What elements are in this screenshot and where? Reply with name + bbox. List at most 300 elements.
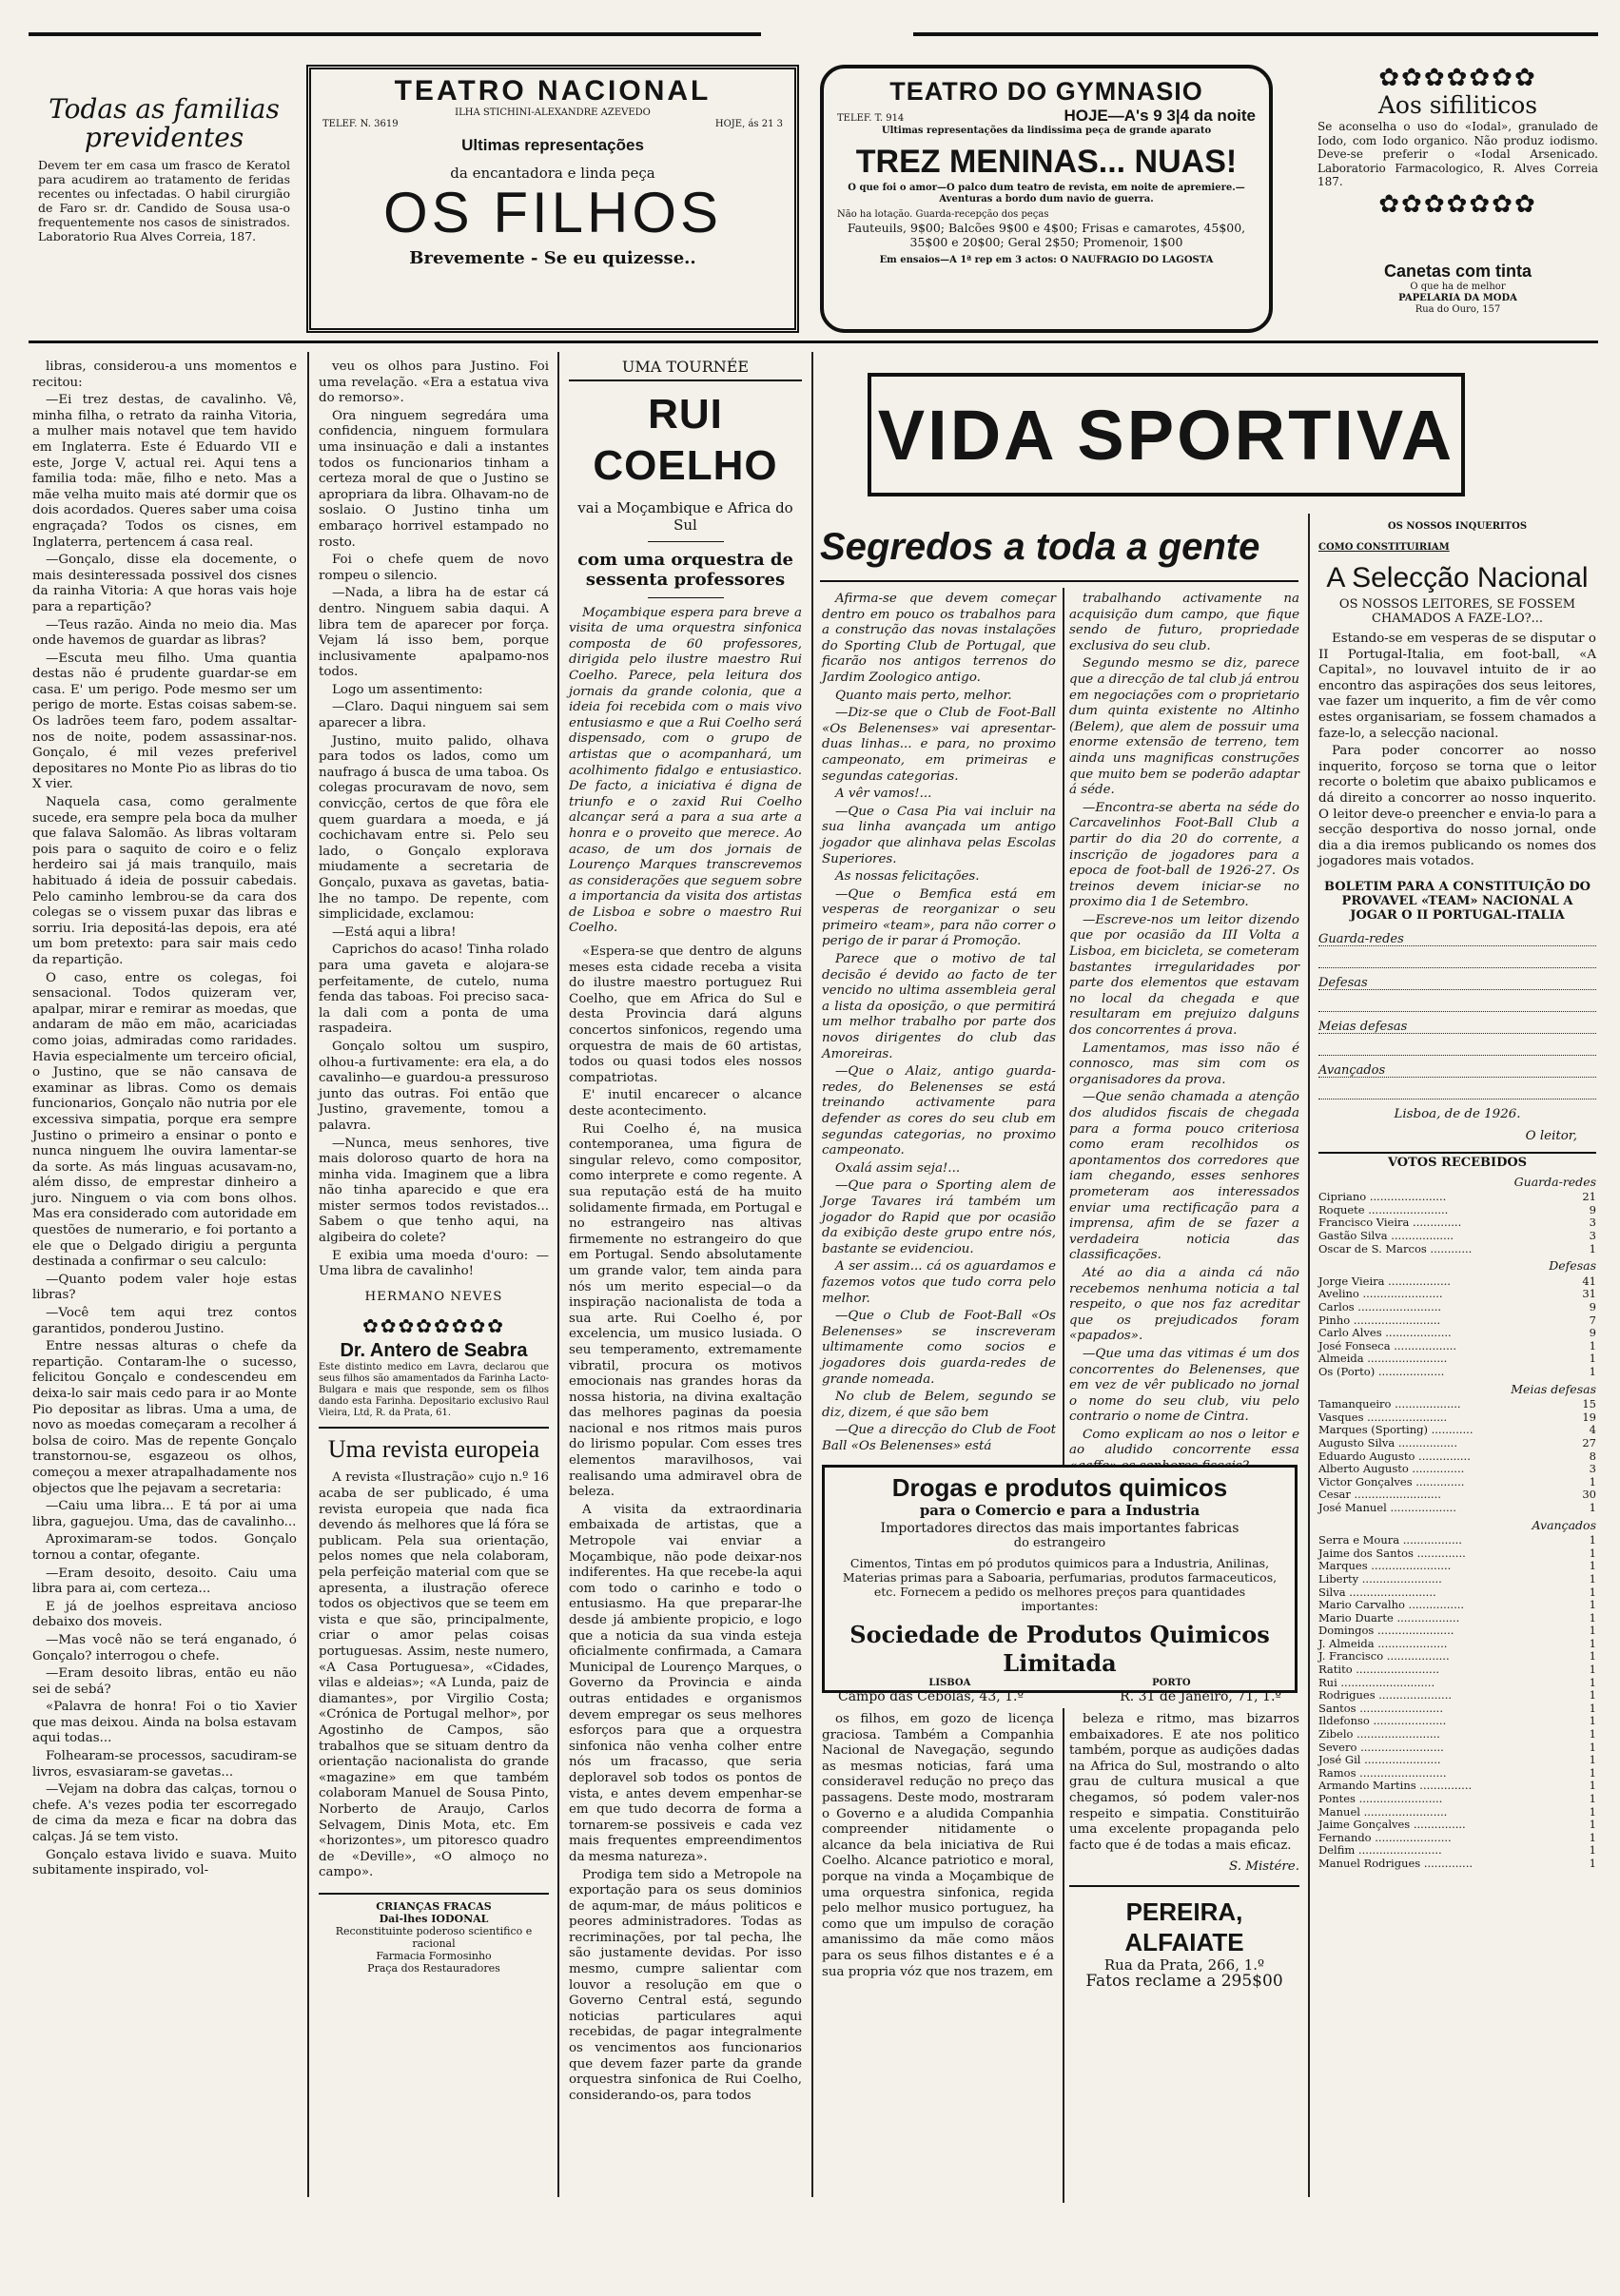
vote-count: 1 — [1589, 1546, 1596, 1560]
alfaiate-title: PEREIRA, ALFAIATE — [1124, 1897, 1244, 1956]
player-name: Mario Carvalho ................ — [1318, 1598, 1465, 1612]
column-3-text — [569, 944, 802, 2104]
bottom-column-a-text: os filhos, em gozo de licença graciosa. Também a Companhia Nacional de Navegação, segundo as mesmas noticias, fará uma consideravel redução no preço das passagens. Deste modo, mostraram o Governo e a aludida Companhia compreender nitidamente o alcance da bela iniciativa de Rui Coelho. Alcance patriotico e moral, porque na vinda a Moçambique de uma orquestra sinfonica, regida pelo melhor musico portuguez, ha como que um impulso de coração amanissimo da mãe como mãos para os seus filhos distantes e é a sua propria vóz que nos trazem, em — [822, 1712, 1054, 1979]
vida-b-paragraph: Até ao dia a ainda cá não recebemos nenhuma noticia a tal respeito, o que nos faz acreditar que os prejudicados foram «papados». — [1069, 1265, 1299, 1344]
vote-count: 3 — [1589, 1462, 1596, 1476]
inquerito-kicker: OS NOSSOS INQUERITOS — [1387, 521, 1528, 532]
bottom-column-b-text: beleza e ritmo, mas bizarros embaixadores. E ate nos politico também, porque as audições dadas na Africa do Sul, mostrando o alto grau de cultura musical a que chegamos, só podem valer-nos respeito e simpatia. Constituirão uma excelente propaganda pelo facto que é de todas a mais eficaz. — [1069, 1712, 1299, 1853]
player-name: Avelino ....................... — [1318, 1287, 1443, 1301]
top-rule-left — [29, 32, 761, 36]
col-rule-5 — [1308, 514, 1310, 2197]
column-1-paragraph: —Gonçalo, disse ela docemente, o mais desinteressada possivel dos cisnes da rainha Vitoria: A que horas vais hoje para a repartição? — [32, 553, 297, 614]
drogas-addresses — [838, 1689, 1281, 1704]
player-name: Gastão Silva .................. — [1318, 1229, 1454, 1243]
vote-count: 27 — [1582, 1435, 1596, 1450]
vote-count: 1 — [1589, 1241, 1596, 1255]
player-name: Almeida ....................... — [1318, 1352, 1448, 1366]
boletim-field[interactable]: Defesas — [1318, 976, 1596, 990]
vida-a-paragraph: —Que para o Sporting alem de Jorge Tavares irá também um jogador do Rapid que por ocasião da exibição deste grupo entre nós, bastante se evidenciou. — [822, 1178, 1056, 1256]
drogas-title: Drogas e produtos quimicos — [891, 1473, 1228, 1502]
column-1-paragraph: —Caiu uma libra... E tá por ai uma libra, gaguejou. Uma, das de cavalinho... — [32, 1499, 297, 1529]
vote-count: 3 — [1589, 1216, 1596, 1230]
gymnasio-time: HOJE—A's 9 3|4 da noite — [1064, 107, 1256, 125]
header-bottom-rule — [29, 341, 1598, 343]
vote-count: 30 — [1582, 1488, 1596, 1502]
player-name: Victor Gonçalves .............. — [1318, 1474, 1465, 1489]
vote-count: 1 — [1589, 1352, 1596, 1366]
votos-title: VOTOS RECEBIDOS — [1387, 1156, 1528, 1171]
vida-a-paragraph: —Que o Club de Foot-Ball «Os Belenenses» se inscreveram ultimamente como socios e jogadores dois guarda-redes de grande nomeada. — [822, 1309, 1056, 1387]
column-2-paragraph: Foi o chefe quem de novo rompeu o silencio. — [319, 553, 549, 583]
column-3-paragraph: «Espera-se que dentro de alguns meses esta cidade receba a visita do ilustre maestro portuguez Rui Coelho, que em Africa do Sul e desta Provincia dará alguns concertos sinfonicos, regendo uma orquestra de mais de 60 artistas, todos ou quasi todos eles nossos compatriotas. — [569, 944, 802, 1085]
bottom-column-b — [1069, 1712, 1299, 2207]
segredos-headline — [820, 521, 1296, 578]
votes-row — [1318, 1703, 1596, 1716]
votes-row — [1318, 1314, 1596, 1328]
drogas-line2: do estrangeiro — [1013, 1536, 1106, 1550]
votes-row — [1318, 1638, 1596, 1651]
vote-count: 1 — [1589, 1649, 1596, 1664]
column-1-paragraph: —Eram desoito, desoito. Caiu uma libra para ai, com certeza... — [32, 1566, 297, 1597]
vote-count: 1 — [1589, 1753, 1596, 1767]
column-1-text — [32, 360, 297, 1879]
tournee-sub-divider — [648, 541, 724, 542]
player-name: Mario Duarte .................. — [1318, 1610, 1460, 1625]
seabra-title: Dr. Antero de Seabra — [340, 1340, 528, 1362]
column-1-paragraph: —Teus razão. Ainda no meio dia. Mas onde havemos de guardar as libras? — [32, 617, 297, 649]
votes-row — [1318, 1534, 1596, 1547]
vote-count: 1 — [1589, 1818, 1596, 1832]
votes-list — [1318, 1175, 1596, 1871]
votes-row — [1318, 1301, 1596, 1314]
gymnasio-note: Ultimas representações da lindissima peça de grande aparato — [881, 126, 1212, 136]
vote-count: 1 — [1589, 1663, 1596, 1677]
nacional-name: TEATRO NACIONAL — [394, 75, 712, 107]
player-name: Alberto Augusto ............... — [1318, 1462, 1465, 1476]
boletim-field-line[interactable] — [1318, 954, 1596, 968]
boletim-field-line[interactable] — [1318, 998, 1596, 1012]
criancas-line: Praça dos Restauradores — [367, 1961, 500, 1975]
vote-count: 3 — [1589, 1229, 1596, 1243]
gymnasio-coming: Em ensaios—A 1ª rep em 3 actos: O NAUFRAGIO DO LAGOSTA — [879, 255, 1214, 265]
nacional-soon: Brevemente - Se eu quizesse.. — [409, 248, 696, 268]
player-name: Eduardo Augusto ............... — [1318, 1449, 1471, 1463]
column-2-paragraph: Justino, muito palido, olhava para todos os lados, como um naufrago á busca de uma taboa. Os colegas procuravam de novo, sem convicção, certos de que fôra ele quem guardara a moeda, e já cochichavam entre si. Pelo seu lado, o Gonçalo explorava miudamente a secretaria de Gonçalo, puxava as gavetas, batia-lhe no tampo. De repente, com simplicidade, exclamou: — [319, 733, 549, 923]
vote-count: 1 — [1589, 1571, 1596, 1586]
column-1-paragraph: O caso, entre os colegas, foi sensacional. Todos quizeram ver, apalpar, mirar e remirar as moedas, que andaram de mão em mão, acariciadas como joias, admiradas como raridades. Havia especialmente um terceiro oficial, o Justino, que se não cansava de examinar as libras. Como os demais funcionarios, Gonçalo não nutria por ele excessiva simpatia, porque era sempre Justino o primeiro a ensinar o ponto e nunca ninguem lhe ouvira lamentar-se da sorte. As más linguas acusavam-no, além disso, de emprestar dinheiro a juro. Ninguem o via com bons olhos. Mas era considerado com autoridade em questões de numerario, e foi portanto a ele que o Delgado dirigiu a pergunta destinada a confirmar o seu calculo: — [32, 970, 297, 1270]
ad-familias — [38, 95, 290, 333]
player-name: José Fonseca .................. — [1318, 1338, 1457, 1352]
gymnasio-name: TEATRO DO GYMNASIO — [889, 77, 1203, 106]
player-name: Manuel Rodrigues .............. — [1318, 1856, 1474, 1870]
gymnasio-tickets: Não ha lotação. Guarda-recepção dos peças — [837, 209, 1049, 220]
vote-count: 15 — [1582, 1397, 1596, 1411]
column-1-paragraph: —Você tem aqui trez contos garantidos, ponderou Justino. — [32, 1306, 297, 1336]
vida-b-paragraph: Como explicam ao nos o leitor e ao aludido concorrente essa — [1069, 1427, 1299, 1458]
votes-row — [1318, 1463, 1596, 1476]
col-rule-2 — [557, 352, 559, 2197]
tournee-intro: Moçambique espera para breve a visita de uma orquestra sinfonica composta de 60 professores, dirigida pelo ilustre maestro Rui Coelho. Parece, pela leitura dos jornais da grande colonia, que a ideia foi recebida com o mais vivo entusiasmo e que a Rui Coelho será dispensado, com o grupo de artistas que o acompanhará, um acolhimento fidalgo e entusiastico. De facto, a iniciativa é digna de triunfo e o zaxid Rui Coelho alcançar será a para a sua arte a honra e o proveito que merece. Ao acaso, de um dos jornais de Lourenço Marques transcrevemos as considerações que seguem sobre a importancia da visita dos artistas de Lisboa e sobre o maestro Rui Coelho. — [569, 605, 802, 936]
vida-b-paragraph: —Que senão chamada a atenção dos aludidos fiscais de chegada para a forma pouco criteriosa como eram recolhidos os apontamentos dos corredores que iam chegando, esses senhores prometeram aos interessados enviar uma rectificação para a imprensa, afim de se fazer a verdadeira noticia das classificações. — [1069, 1090, 1299, 1263]
vida-a-paragraph: A ser assim... cá os aguardamos e fazemos votos que tudo corra pelo melhor. — [822, 1259, 1056, 1306]
vida-b-paragraph: trabalhando activamente na acquisição dum campo, que fique sendo de futuro, propriedade exclusiva do seu club. — [1069, 592, 1299, 653]
votes-row — [1318, 1728, 1596, 1741]
player-name: Jaime dos Santos .............. — [1318, 1546, 1466, 1560]
votes-row — [1318, 1664, 1596, 1677]
column-1-paragraph: —Quanto podem valer hoje estas libras? — [32, 1272, 297, 1303]
gymnasio-desc: O que foi o amor—O palco dum teatro de revista, em noite de apremiere.—Aventuras a bordo dum navio de guerra. — [848, 183, 1245, 204]
column-2-paragraph: E exibia uma moeda d'ouro: —Uma libra de cavalinho! — [319, 1248, 549, 1279]
player-name: Delfim ........................ — [1318, 1843, 1442, 1858]
ad-drogas — [822, 1465, 1298, 1704]
vote-count: 1 — [1589, 1714, 1596, 1728]
nacional-note: Ultimas representações — [461, 136, 644, 154]
player-name: Manuel ........................ — [1318, 1804, 1448, 1819]
player-name: Santos ........................ — [1318, 1701, 1443, 1715]
votes-row — [1318, 1502, 1596, 1515]
vote-count: 9 — [1589, 1202, 1596, 1216]
votes-row — [1318, 1858, 1596, 1871]
column-2-paragraph: —Nada, a libra ha de estar cá dentro. Ninguem sabia daqui. A libra tem de aparecer por força. Vejam lá isso bem, porque inclusivamente apalpamo-nos todos. — [319, 586, 549, 680]
vote-count: 8 — [1589, 1449, 1596, 1463]
player-name: Ratito ........................ — [1318, 1663, 1440, 1677]
column-1-paragraph: Folhearam-se processos, sacudiram-se livros, esvasiaram-se gavetas... — [32, 1749, 297, 1780]
column-1-paragraph: Naquela casa, como geralmente sucede, era sempre pela boca da mulher que falava Salomão. As libras voltaram pois para o saquito de coiro e o feliz herdeiro sai já mais tranquilo, mais habituado á ideia de possuir cabedais. Pelo caminho lembrou-se da cara dos colegas se o vissem puxar das libras e sorriu. Iria depositá-las depois, era até um bom pretexto: para sair mais cedo da repartição. — [32, 795, 297, 967]
signature-mistere: S. Mistére. — [1229, 1859, 1299, 1875]
author-hermano-neves: HERMANO NEVES — [364, 1289, 503, 1304]
player-name: Pinho ......................... — [1318, 1313, 1441, 1327]
votes-row — [1318, 1832, 1596, 1845]
sifiliticos-title: Aos sifiliticos — [1377, 91, 1538, 119]
bottom-column-a — [822, 1712, 1054, 2207]
drogas-sub: para o Comercio e para a Industria — [919, 1502, 1200, 1519]
player-name: Zibelo ........................ — [1318, 1727, 1440, 1741]
top-rule-right — [913, 32, 1598, 36]
drogas-body: Cimentos, Tintas em pó produtos quimicos para a Industria, Anilinas, Materias primas para a Saboaria, perfumarias, produtos farmaceuticos, etc. Fornecem a pedido os melhores preços para quantidades importantes: — [842, 1556, 1278, 1613]
votes-row — [1318, 1476, 1596, 1489]
canetas-addr: Rua do Ouro, 157 — [1415, 304, 1501, 315]
vida-a-paragraph: As nossas felicitações. — [835, 869, 980, 885]
boletim-date: Lisboa, de de 1926. — [1394, 1106, 1521, 1121]
vote-count: 1 — [1589, 1843, 1596, 1858]
vote-count: 1 — [1589, 1365, 1596, 1378]
vote-count: 1 — [1589, 1610, 1596, 1625]
bottom-col-rule — [1063, 1708, 1064, 2203]
nacional-sub: da encantadora e linda peça — [450, 165, 655, 182]
vote-count: 1 — [1589, 1500, 1596, 1514]
column-2-paragraph: Logo um assentimento: — [332, 682, 483, 697]
tournee-title: RUI COELHO — [593, 390, 778, 489]
ad-teatro-gymnasio — [820, 65, 1273, 333]
player-name: Augusto Silva ................. — [1318, 1435, 1457, 1450]
drogas-cities — [838, 1678, 1281, 1689]
column-1-paragraph: libras, considerou-a uns momentos e recitou: — [32, 360, 297, 390]
column-2-paragraph: —Claro. Daqui ninguem sai sem aparecer a libra. — [319, 700, 549, 731]
votes-row — [1318, 1844, 1596, 1858]
canetas-title: Canetas com tinta — [1383, 262, 1532, 281]
canetas-sub: O que ha de melhor — [1410, 282, 1506, 292]
column-2-paragraph: —Está aqui a libra! — [332, 924, 457, 940]
votes-row — [1318, 1352, 1596, 1366]
votes-row — [1318, 1398, 1596, 1411]
vote-count: 1 — [1589, 1779, 1596, 1793]
votes-row — [1318, 1547, 1596, 1561]
criancas-line: Dai-lhes IODONAL — [379, 1912, 489, 1925]
vida-b-paragraph: Segundo mesmo se diz, parece que a direcção de tal club já entrou em negociações com o proprietario dum quinta existente no Altinho (Belem), que alem de possuir uma enorme extensão de terreno, tem ainda uns magnificas construções que muito bem se poderão adaptar á séde. — [1069, 656, 1299, 798]
player-name: Pontes ........................ — [1318, 1792, 1443, 1805]
boletim-fields — [1318, 932, 1596, 1099]
revista-body: A revista «Ilustração» cujo n.º 16 acaba de ser publicado, é uma revista europeia que nada fica devendo ás melhores que lá fóra se publicam. Pela sua orientação, pelos nomes que nela colaboram, pela perfeição material com que se apresenta, a ilustração oferece todos os objectivos que se teem em vista e que são, principalmente, criar o amor pelas coisas portuguesas. Assim, neste numero, «A Casa Portuguesa», «Cidades, vilas e aldeias»; «A Lunda, paiz de diamantes», por Virgilio Costa; «Crónica de Portugal melhor», por Agostinho de Campos, são trabalhos que se situam dentro da orientação nacionalista do grande «magazine» em que também colaboram Manuel de Sousa Pinto, Norberto de Araujo, Carlos Selvagem, Dinis Mota, etc. Em «horizontes», um pitoresco quadro de «Deville», «O almoço no campo». — [319, 1470, 549, 1880]
votes-row — [1318, 1806, 1596, 1819]
column-3-paragraph: Rui Coelho é, na musica contemporanea, uma figura de singular relevo, como compositor, como interprete e como regente. A sua reputação está de ha muito solidamente firmada, em Portugal e no estrangeiro nas altivas firmemente no estrangeiro do que em Portugal. Sendo absolutamente um grande valor, tem ainda para nós um merito especial—o da inspiração nacionalista de toda a sua arte. Rui Coelho é, por excelencia, um musico lusiada. O seu temperamento, extremamente vibratil, procura os motivos emocionais nas grandes horas da nossa historia, na divina exaltação das melhores paginas da poesia nacional e nos ritmos mais puros do lirismo popular. Com esses tres elementos maravilhosos, vai realisando uma admiravel obra de beleza. — [569, 1121, 802, 1500]
vida-a-paragraph: —Diz-se que o Club de Foot-Ball «Os Belenenses» vai apresentar-duas linhas... e para, no proximo campeonato, em primeiras e segundas categorias. — [822, 706, 1056, 784]
segredos-rule — [820, 580, 1298, 582]
inquerito-p1: Estando-se em vesperas de se disputar o II Portugal-Italia, em foot-ball, «A Capital», no louvavel intuito de ir ao encontro das aspirações dos seus leitores, vae fazer um inquerito, a fim de vêr como estes organisariam, se fossem chamados a faze-lo, a selecção nacional. — [1318, 632, 1596, 741]
column-2-text — [319, 360, 549, 1280]
vida-sportiva-title: VIDA SPORTIVA — [877, 395, 1455, 475]
player-name: Oscar de S. Marcos ............ — [1318, 1241, 1473, 1255]
votes-row — [1318, 1411, 1596, 1425]
vote-count: 21 — [1582, 1190, 1596, 1204]
vida-sportiva-banner — [868, 373, 1465, 496]
player-name: Ildefonso ..................... — [1318, 1714, 1447, 1728]
player-name: Roquete ....................... — [1318, 1202, 1449, 1216]
boletim-field-line[interactable] — [1318, 1085, 1596, 1099]
vida-a-paragraph: Parece que o motivo de tal decisão é devido ao facto de ter vencido no ultima assembleia geral a lista da oposição, o que permitirá um melhor trabalho por parte dos novos dirigentes do club das Amoreiras. — [822, 952, 1056, 1061]
ad-familias-title: Todas as familias previdentes — [49, 93, 280, 153]
vote-count: 1 — [1589, 1765, 1596, 1780]
player-name: José Gil ...................... — [1318, 1753, 1441, 1767]
votes-row — [1318, 1677, 1596, 1690]
vida-col-rule — [1063, 588, 1064, 1615]
vote-count: 1 — [1589, 1533, 1596, 1547]
votes-table — [1318, 1534, 1596, 1870]
votes-row — [1318, 1689, 1596, 1703]
nacional-time: HOJE, ás 21 3 — [714, 119, 783, 129]
criancas-line: Reconstituinte poderoso scientifico e racional — [335, 1924, 533, 1950]
boletim-reader: O leitor, — [1525, 1128, 1577, 1143]
vote-count: 1 — [1589, 1559, 1596, 1573]
vote-count: 1 — [1589, 1804, 1596, 1819]
column-2-paragraph: Ora ninguem segredára uma confidencia, ninguem formulara uma insinuação e dali a instantes todos os funcionarios tinham a certeza moral de que o Justino se apropriara da libra. Olhavam-no de soslaio. O Justino tinha um embaraço horrivel estampado no rosto. — [319, 408, 549, 550]
votes-row — [1318, 1586, 1596, 1600]
sifiliticos-body: Se aconselha o uso do «Iodal», granulado de Iodo, com Iodo organico. Não produz iodismo. Deve-se preferir o «Iodal Arsenicado. Laboratorio Farmacologico, R. Alves Correia 187. — [1317, 120, 1598, 188]
ornament-row-top: ✿✿✿✿✿✿✿ — [1378, 64, 1537, 92]
boletim-title: BOLETIM PARA A CONSTITUIÇÃO DO PROVAVEL «TEAM» NACIONAL A JOGAR O II PORTUGAL-ITALIA — [1324, 879, 1591, 923]
vote-count: 1 — [1589, 1856, 1596, 1870]
seabra-body: Este distinto medico em Lavra, declarou que seus filhos são amamentados da Farinha Lacto-Bulgara e mais que responde, sem os filhos dando esta Farinha. Depositario exclusivo Raul Vieira, Ltd, R. da Prata, 61. — [319, 1362, 549, 1419]
column-1-paragraph: —Mas você não se terá enganado, ó Gonçalo? interrogou o chefe. — [32, 1632, 297, 1664]
column-3 — [569, 360, 802, 2205]
inquerito-sub: OS NOSSOS LEITORES, SE FOSSEM CHAMADOS A FAZE-LO?... — [1338, 597, 1576, 626]
player-name: Silva ......................... — [1318, 1585, 1436, 1599]
votes-row — [1318, 1715, 1596, 1728]
votes-row — [1318, 1204, 1596, 1217]
votes-row — [1318, 1366, 1596, 1379]
ad-criancas — [319, 1893, 549, 1975]
column-1-paragraph: E já de joelhos espreitava ancioso debaixo dos moveis. — [32, 1599, 297, 1630]
nacional-play: OS FILHOS — [382, 181, 723, 244]
boletim-field[interactable]: Guarda-redes — [1318, 932, 1596, 946]
player-name: Cipriano ...................... — [1318, 1190, 1447, 1204]
votes-row — [1318, 1625, 1596, 1638]
player-name: Ramos ......................... — [1318, 1765, 1447, 1780]
player-name: J. Francisco .................. — [1318, 1649, 1450, 1664]
ad-teatro-nacional — [306, 65, 799, 333]
vote-count: 1 — [1589, 1830, 1596, 1844]
vote-count: 1 — [1589, 1688, 1596, 1703]
player-name: Fernando ...................... — [1318, 1830, 1452, 1844]
column-2-paragraph: Caprichos do acaso! Tinha rolado para uma gaveta e alojara-se perfeitamente, de cutelo, numa fenda das taboas. Foi preciso saca-la dali com a ponta de uma raspadeira. — [319, 943, 549, 1037]
ad-sifiliticos — [1317, 65, 1598, 255]
inquerito-title: A Selecção Nacional — [1326, 562, 1589, 593]
boletim-field-line[interactable] — [1318, 1041, 1596, 1056]
inquerito-section: COMO CONSTITUIRIAM — [1318, 542, 1450, 553]
column-6 — [1318, 521, 1596, 2205]
vida-column-a — [822, 592, 1056, 1609]
votes-row — [1318, 1560, 1596, 1573]
segredos-title: Segredos a toda a gente — [820, 526, 1260, 568]
votes-table — [1318, 1398, 1596, 1514]
column-1-paragraph: «Palavra de honra! Foi o tio Xavier que mas deixou. Ainda na bolsa estavam aqui todas... — [32, 1700, 297, 1746]
player-name: Rui ........................... — [1318, 1675, 1435, 1689]
drogas-company: Sociedade de Produtos Quimicos Limitada — [849, 1621, 1270, 1677]
votes-row — [1318, 1819, 1596, 1832]
drogas-line: Importadores directos das mais importantes fabricas — [880, 1521, 1239, 1536]
votes-row — [1318, 1780, 1596, 1793]
vida-b-paragraph: Lamentamos, mas isso não é connosco, mas sim com os organisadores da prova. — [1069, 1041, 1299, 1087]
vida-a-paragraph: —Que a direcção do Club de Foot Ball «Os Belenenses» está — [822, 1423, 1056, 1453]
vote-count: 9 — [1589, 1300, 1596, 1314]
votes-row — [1318, 1612, 1596, 1625]
canetas-shop: PAPELARIA DA MODA — [1398, 293, 1517, 303]
vote-count: 31 — [1582, 1287, 1596, 1301]
ornament-row-bottom: ✿✿✿✿✿✿✿ — [1378, 189, 1537, 219]
column-3-paragraph: E' inutil encarecer o alcance deste acontecimento. — [569, 1088, 802, 1119]
vida-column-a-text — [822, 592, 1056, 1454]
votes-row — [1318, 1437, 1596, 1450]
drogas-porto: PORTO — [1152, 1678, 1191, 1688]
vida-b-paragraph: —Que uma das vitimas é um dos concorrentes do Belenenses, que em vez de vêr publicado no jornal o nome do seu club, viu pelo contrario o nome de Cintra. — [1069, 1346, 1299, 1425]
vida-a-paragraph: —Que o Bemfica está em vesperas de reorganizar o seu primeiro «team», para não correr o perigo de ir parar á Promoção. — [822, 886, 1056, 949]
ad-canetas — [1317, 262, 1598, 338]
vida-a-paragraph: Oxalá assim seja!... — [835, 1160, 961, 1176]
divider-revista — [319, 1427, 549, 1429]
nacional-company: ILHA STICHINI-ALEXANDRE AZEVEDO — [455, 107, 651, 118]
player-name: Marques ....................... — [1318, 1559, 1452, 1573]
player-name: Liberty ....................... — [1318, 1571, 1442, 1586]
votes-row — [1318, 1230, 1596, 1243]
vote-count: 19 — [1582, 1410, 1596, 1424]
player-name: Carlo Alves ................... — [1318, 1326, 1452, 1340]
drogas-addr1: Campo das Cebolas, 43, 1.º — [838, 1689, 1025, 1704]
boletim-field[interactable]: Meias defesas — [1318, 1020, 1596, 1034]
player-name: Serra e Moura ................. — [1318, 1533, 1462, 1547]
votes-row — [1318, 1340, 1596, 1353]
vote-count: 1 — [1589, 1636, 1596, 1650]
column-2-paragraph: veu os olhos para Justino. Foi uma revelação. «Era a estatua viva do remorso». — [319, 360, 549, 406]
player-name: Marques (Sporting) ............ — [1318, 1423, 1474, 1437]
alfaiate-price: Fatos reclame a 295$00 — [1085, 1971, 1283, 1991]
votes-row — [1318, 1489, 1596, 1502]
vote-count: 1 — [1589, 1740, 1596, 1754]
player-name: Tamanqueiro ................... — [1318, 1397, 1461, 1411]
col-rule-3 — [811, 352, 813, 2197]
player-name: José Manuel ................... — [1318, 1500, 1456, 1514]
votes-row — [1318, 1191, 1596, 1204]
votes-row — [1318, 1767, 1596, 1780]
nacional-meta — [322, 119, 783, 130]
vote-count: 1 — [1589, 1474, 1596, 1489]
vida-a-paragraph: Afirma-se que devem começar dentro em pouco os trabalhos para a construção das novas instalações do Sporting Club de Portugal, que ficarão nos antigos terrenos do Jardim Zoologico antigo. — [822, 592, 1056, 685]
column-3-paragraph: Prodiga tem sido a Metropole na exportação para os seus dominios de aqum-mar, de máus politicos e peores administradores. Todas as recriminações, por tal pecha, lhe são justamente devidas. Por isso mesmo, cumpre salientar com louvor a resolução em que o Governo Central está, segundo noticias particulares aqui recebidas, de pagar integralmente os vencimentos aos funcionarios que devem fazer parte da grande orquestra sinfonica de Rui Coelho, considerando-os, para todos — [569, 1867, 802, 2103]
boletim-field[interactable]: Avançados — [1318, 1063, 1596, 1078]
vote-count: 1 — [1589, 1675, 1596, 1689]
votes-row — [1318, 1650, 1596, 1664]
tournee-sub1: vai a Moçambique e Africa do Sul — [577, 498, 793, 534]
drogas-lisboa: LISBOA — [928, 1678, 971, 1688]
votes-group-title: Defesas — [1549, 1258, 1596, 1274]
votes-row — [1318, 1424, 1596, 1437]
inquerito-p2: Para poder concorrer ao nosso inquerito, forçoso se torna que o leitor recorte o boletim que abaixo publicamos e dá direito a concorrer ao nosso inquerito. O leitor deve-o preencher e envia-lo para a secção desportiva do nosso jornal, onde dia a dia iremos publicando os nomes dos jogadores mais votados. — [1318, 744, 1596, 869]
vote-count: 4 — [1589, 1423, 1596, 1437]
vida-column-b-text — [1069, 592, 1299, 1475]
votes-table — [1318, 1191, 1596, 1255]
vote-count: 1 — [1589, 1792, 1596, 1805]
vote-count: 1 — [1589, 1598, 1596, 1612]
alfaiate-addr: Rua da Prata, 266, 1.º — [1103, 1955, 1265, 1974]
criancas-line: CRIANÇAS FRACAS — [376, 1899, 492, 1913]
col-rule-1 — [307, 352, 309, 2197]
vote-count: 41 — [1582, 1274, 1596, 1288]
column-2-paragraph: Gonçalo soltou um suspiro, olhou-a furtivamente: era ela, a do cavalinho—e guardou-a pressuroso junto das outras. Foi então que Justino, gravemente, tomou a palavra. — [319, 1039, 549, 1133]
vote-count: 1 — [1589, 1338, 1596, 1352]
vida-a-paragraph: Quanto mais perto, melhor. — [835, 688, 1012, 703]
ornament-row-seabra: ✿✿✿✿✿✿✿✿ — [361, 1314, 506, 1338]
votes-row — [1318, 1573, 1596, 1586]
vida-a-paragraph: —Que o Alaiz, antigo guarda-redes, do Belenenses se está treinando activamente para defender as cores do seu club em segundas categorias, no proximo campeonato. — [822, 1064, 1056, 1158]
vida-a-paragraph: A vêr vamos!... — [835, 787, 932, 802]
votes-row — [1318, 1741, 1596, 1755]
votos-divider — [1318, 1152, 1596, 1154]
gymnasio-meta — [837, 107, 1256, 126]
player-name: Os (Porto) ................... — [1318, 1365, 1445, 1378]
vote-count: 1 — [1589, 1585, 1596, 1599]
gymnasio-play: TREZ MENINAS... NUAS! — [855, 144, 1238, 180]
votes-row — [1318, 1450, 1596, 1464]
column-3-paragraph: A visita da extraordinaria embaixada de artistas, que a Metropole vai enviar a Moçambique, não pode deixar-nos indiferentes. Ha que recebe-la aqui com todo o carinho e todo o entusiasmo. Ha que preparar-lhe desde já ambiente propicio, e logo que a noticia da sua vinda esteja oficialmente confirmada, a Camara Municipal de Lourenço Marques, o Governo da Provincia e ainda outras entidades e organismos devem empregar os seus melhores esforços para que a orquestra sinfonica não venha colher entre nós um fracasso, que seria deploravel sob todos os pontos de vista, e antes devem empenhar-se em que tudo decorra de forma a tornarem-se possiveis e cada vez mais frequentes empreendimentos da mesma natureza». — [569, 1502, 802, 1864]
vida-column-b — [1069, 592, 1299, 1609]
alfaiate-divider — [1069, 1885, 1299, 1887]
column-1-paragraph: —Ei trez destas, de cavalinho. Vê, minha filha, o retrato da rainha Vitoria, a mulher mais notavel que tem havido em Inglaterra. Este é Eduardo VII e este, Jorge V, actual rei. Aqui tens a familia toda: mãe, filho e neto. Mas a mãe velha muito mais até dormir que os dois acordados. Queres saber uma coisa engraçada? Todos os cisnes, em Inglaterra, pertencem á casa real. — [32, 393, 297, 550]
votes-row — [1318, 1216, 1596, 1230]
votes-row — [1318, 1243, 1596, 1256]
votes-group-title: Avançados — [1532, 1517, 1596, 1532]
gymnasio-prices: Fauteuils, 9$00; Balcões 9$00 e 4$00; Frisas e camarotes, 45$00, 35$00 e 20$00; Geral 2$50; Promenoir, 1$00 — [847, 221, 1246, 249]
votes-row — [1318, 1793, 1596, 1806]
column-2 — [319, 360, 549, 2205]
votes-row — [1318, 1327, 1596, 1340]
player-name: Armando Martins ............... — [1318, 1779, 1473, 1793]
nacional-phone: TELEF. N. 3619 — [322, 119, 399, 129]
votes-row — [1318, 1754, 1596, 1767]
column-1-paragraph: Entre nessas alturas o chefe da repartição. Contaram-lhe o sucesso, felicitou Gonçalo e condescendeu em deixa-lo sair mais cedo para ir ao Monte Pio depositar as libras. Uma a uma, de novo as moedas começaram a recolher á bolsa de coiro. Mas de repente Gonçalo transtornou-se, esgazeou os olhos, começou a mexer atrapalhadamente nos objectos que lhe pejavam a secretaria: — [32, 1339, 297, 1496]
player-name: Francisco Vieira .............. — [1318, 1216, 1462, 1230]
votes-row — [1318, 1288, 1596, 1301]
revista-title: Uma revista europeia — [327, 1435, 540, 1464]
votes-row — [1318, 1275, 1596, 1289]
tournee-sub2: com uma orquestra de sessenta professores — [577, 549, 793, 590]
